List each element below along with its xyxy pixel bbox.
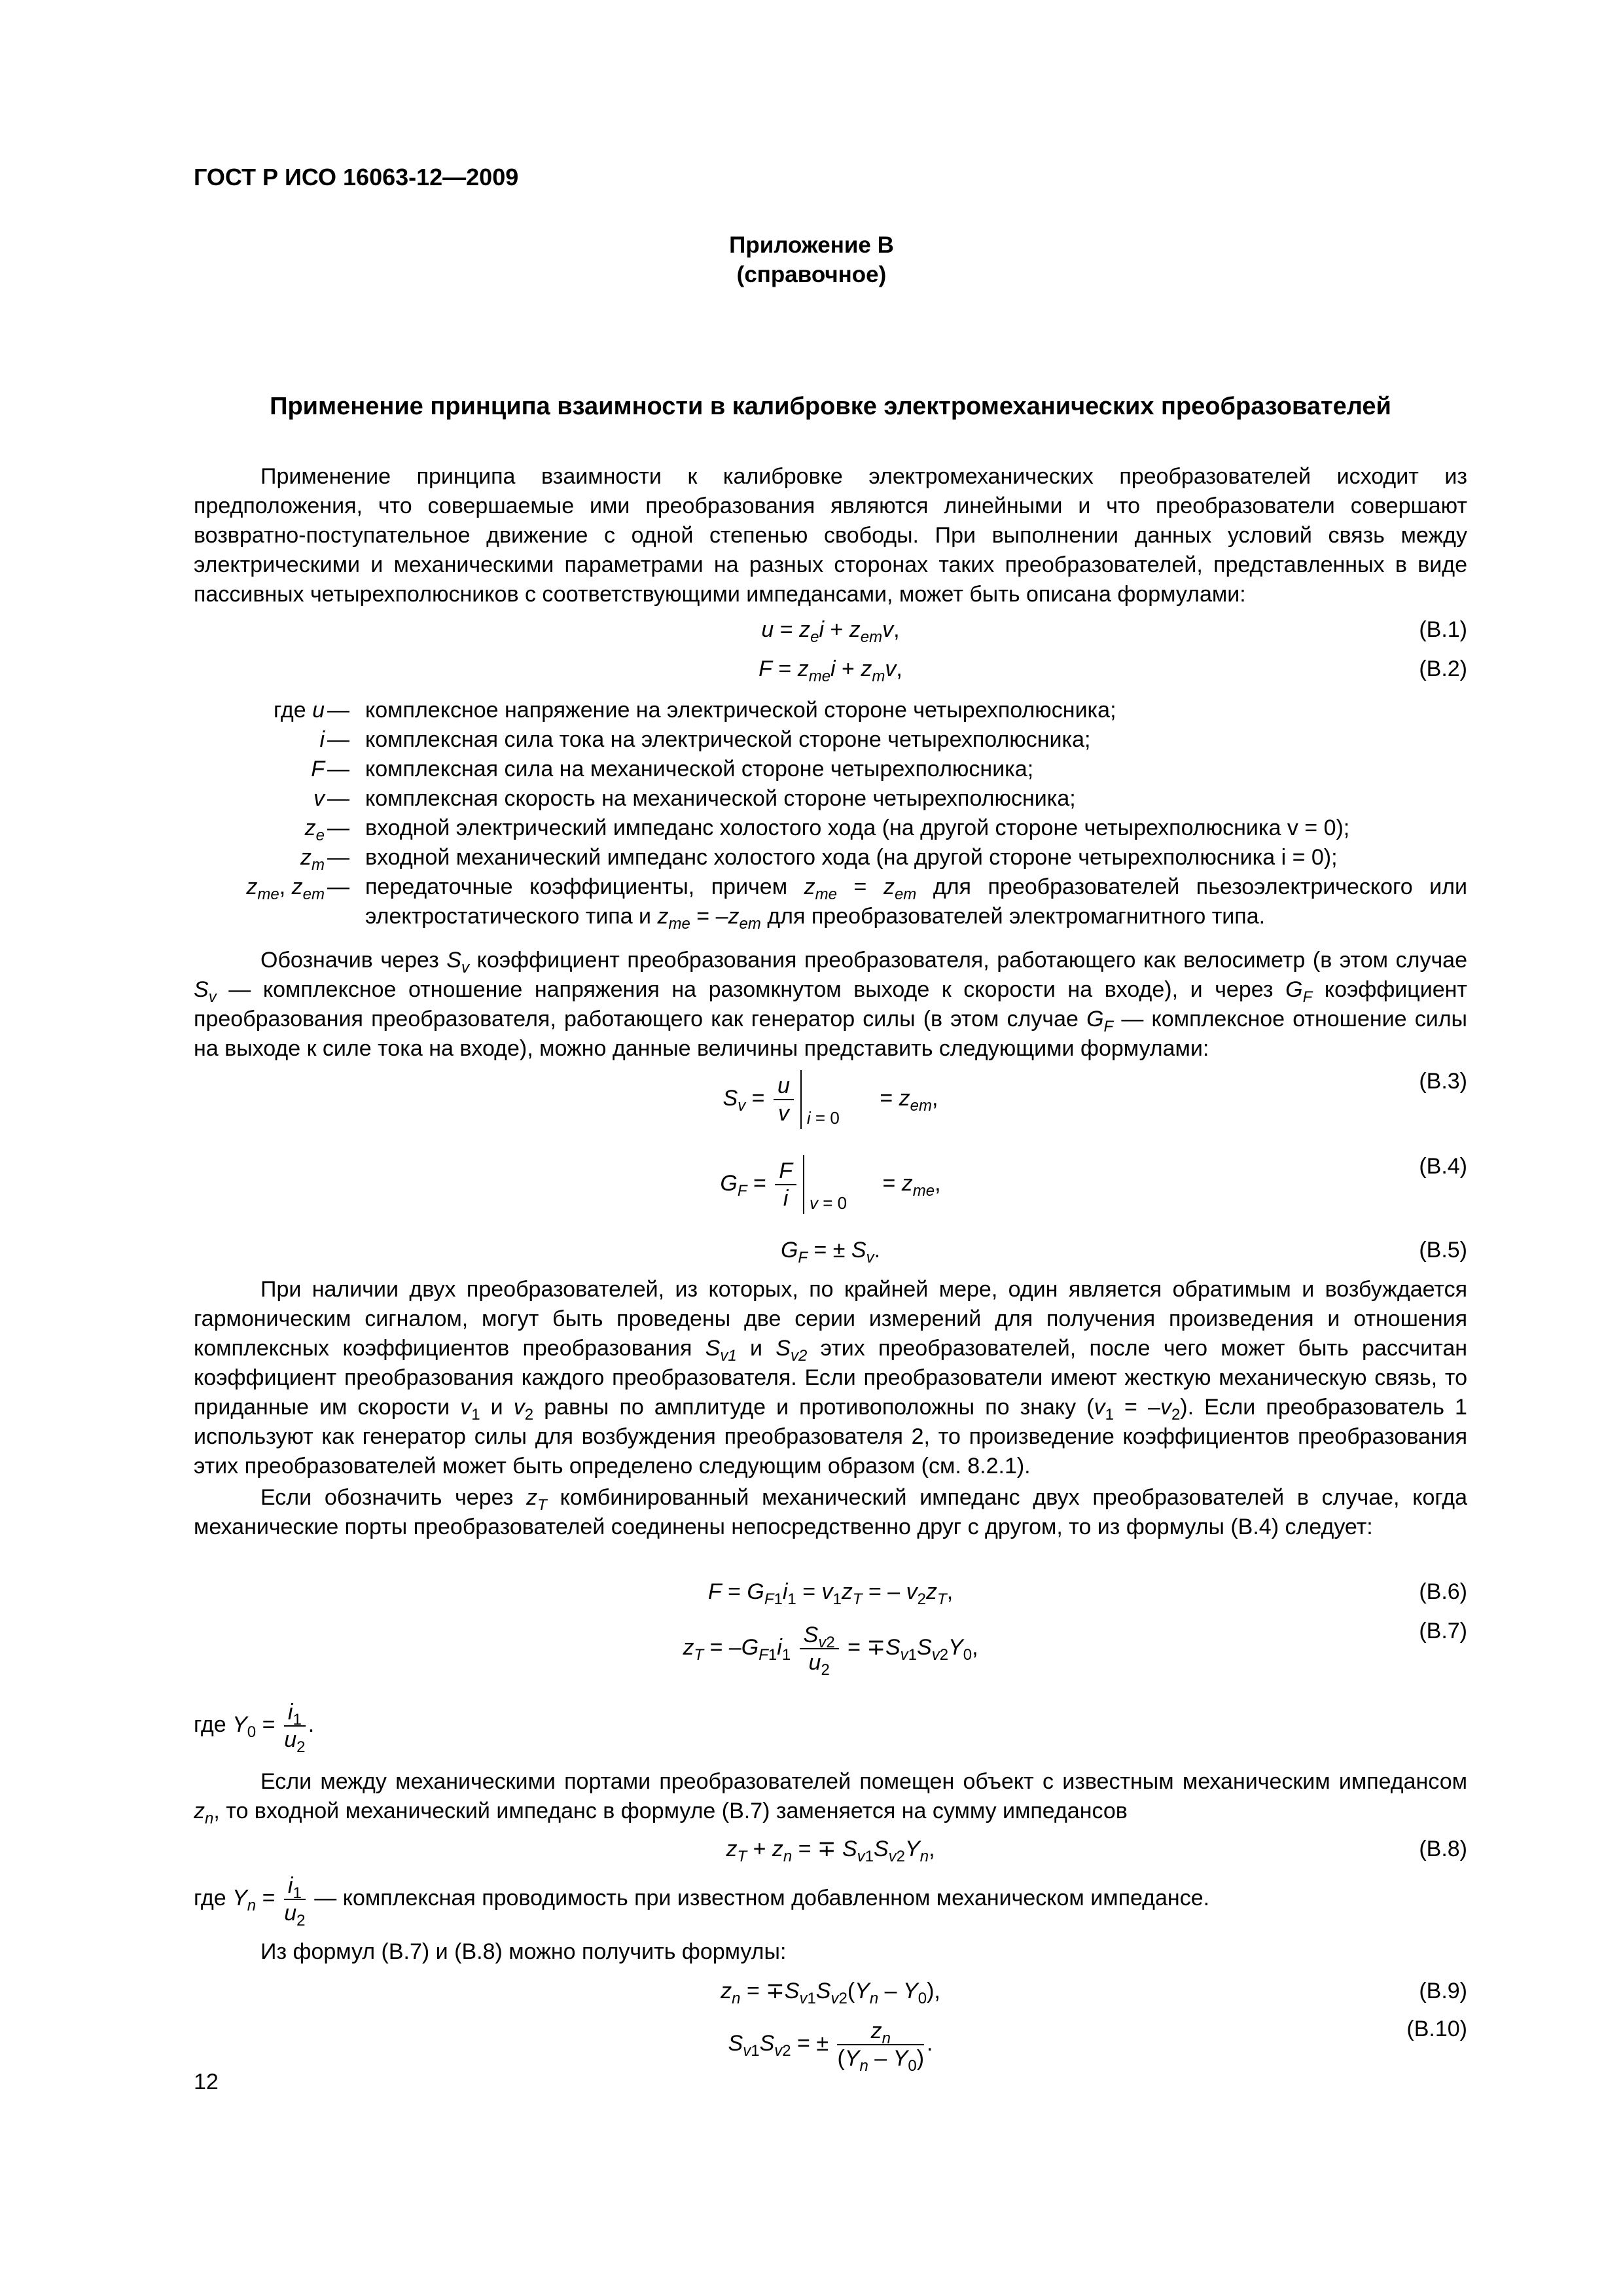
formula-b3: $S_v$ = $\frac{u}{v}$ i = 0 = $z_{em}$, (В.3) [194, 1067, 1467, 1139]
paragraph-zt: Если обозначить через $z_T$ комбинированный механический импеданс двух преобразователей в случае, когда механические порты преобразователей соединены непосредственно друг с другом, то из формулы (В.4) следует: [194, 1485, 1468, 1539]
formula-number: (В.2) [1419, 656, 1467, 681]
formula-b1: $u = z_ei + z_{em}v$, (В.1) [194, 615, 1467, 655]
page-number: 12 [194, 2070, 219, 2094]
annex-status: (справочное) [736, 262, 887, 287]
formula-number: (В.4) [1419, 1154, 1467, 1179]
intro-paragraph: Применение принципа взаимности к калибровке электромеханических преобразователей исходит из предположения, что совершаемые ими преобразования являются линейными и что преобразователи совершают возвратно-поступательное движение с одной степенью свободы. При выполнении данных условий связь между электрическими и механическими параметрами на разных сторонах таких преобразователей, представленных в виде пассивных четырехполюсников с соответствующими импедансами, может быть описана формулами: [194, 464, 1467, 607]
formula-b5: $G_F$ = ± $S_v$. (В.5) [194, 1236, 1467, 1275]
formula-number: (В.10) [1406, 2017, 1467, 2041]
formula-number: (В.9) [1419, 1979, 1467, 2003]
formula-b2: $F = z_{me}i + z_mv$, (В.2) [194, 655, 1467, 694]
definition-zme: $z_{me}$, $z_{em}$ — передаточные коэффициенты, причем $z_{me} = z_{em}$ для преобразователей пьезоэлектрического или электростатического типа и $z_{me} = -z_{em}$ для преобразователей электромагнитного типа. [246, 874, 1467, 933]
formula-b9: $z_n = \mp S_{v1}S_{v2}(Y_n - Y_0)$, (В.9) [194, 1977, 1467, 2016]
formula-b8: $z_T + z_n$ = ∓ $S_{v1}S_{v2}Y_n$, (В.8) [194, 1835, 1467, 1874]
formula-b6: $F = G_{F1}i_1 = v_1z_T$ = – $v_2z_T$, (В.6) [194, 1577, 1467, 1617]
formula-number: (В.5) [1419, 1238, 1467, 1263]
standard-header: ГОСТ Р ИСО 16063-12—2009 [194, 164, 519, 190]
where-word: где [274, 698, 306, 723]
formula-number: (В.7) [1419, 1619, 1467, 1643]
formula-number: (В.6) [1419, 1579, 1467, 1604]
formula-number: (В.8) [1419, 1837, 1467, 1861]
paragraph-two-transducers: При наличии двух преобразователей, из которых, по крайней мере, один является обратимым и возбуждается гармоническим сигналом, могут быть проведены две серии измерений для получения произведения и отношения комплексных коэффициентов преобразования $S_{v1}$ и $S_{v2}$ этих преобразователей, после чего может быть рассчитан коэффициент преобразования каждого преобразователя. Если преобразователи имеют жесткую механическую связь, то приданные им скорости $v_1$ и $v_2$ равны по амплитуде и противоположны по знаку $(v_1 = -v_2)$. Если преобразователь 1 используют как генератор силы для возбуждения преобразователя 2, то произведение коэффициентов преобразования этих преобразователей может быть определено следующим образом (см. 8.2.1). [194, 1277, 1468, 1479]
annex-label: Приложение В [729, 232, 894, 258]
document-page: ГОСТ Р ИСО 16063-12—2009 Приложение В (справочное) Применение принципа взаимности в калибровке электромеханических преобразователей Применение принципа взаимности к калибровке электромеханических преобразователей исходит из предположения, что совершаемые ими преобразования являются линейными и что преобразователи совершают возвратно-поступательное движение с одной степенью свободы. При выполнении данных условий связь между электрическими и механическими параметрами на разных сторонах таких преобразователей, представленных в виде пассивных четырехполюсников с соответствующими импедансами, может быть описана формулами: $u = z_ei + z_{em}v$, (В.1) $F = z_{me}i + z_mv$, (В.2) где u — комплексное напряжение на электрической стороне четырехполюсника; i — комплексная сила тока на электрической стороне четырехполюсника; F — комплексная сила на механической стороне четырехполюсника; v — комплексная скорость на механической стороне четырехполюсника; $z_e$ — входной электрический импеданс холостого хода (на другой стороне четырехполюсника v = 0); $z_m$ — входной механический импеданс холостого хода (на другой стороне четырехполюсника i = 0); $z_{me}$, $z_{em}$ — передаточные коэффициенты, причем $z_{me} = z_{em}$ для преобразователей пьезоэлектрического или электростатического типа и $z_{me} = -z_{em}$ для преобразователей электромагнитного типа. Обозначив через $S_v$ коэффициент преобразования преобразователя, работающего как велосиметр (в этом случае $S_v$ — комплексное отношение напряжения на разомкнутом выходе к скорости на входе), и через $G_F$ коэффициент преобразования преобразователя, работающего как генератор силы (в этом случае $G_F$ — комплексное отношение силы на выходе к силе тока на входе), можно данные величины представить следующими формулами: $S_v$ = $\frac{u}{v}$ i = 0 = $z_{em}$, (В.3) $G_F$ = $\frac{F}{i}$ v = 0 = $z_{me}$, (В.4) $G_F$ = ± $S_v$. (В.5) При наличии двух преобразователей, из которых, по крайней мере, один является обратимым и возбуждается гармоническим сигналом, могут быть проведены две серии измерений для получения произведения и отношения комплексных коэффициентов преобразования $S_{v1}$ и $S_{v2}$ этих преобразователей, после чего может быть рассчитан коэффициент преобразования каждого преобразователя. Если преобразователи имеют жесткую механическую связь, то приданные им скорости $v_1$ и $v_2$ равны по амплитуде и противоположны по знаку $(v_1 = -v_2)$. Если преобразователь 1 используют как генератор силы для возбуждения преобразователя 2, то произведение коэффициентов преобразования этих преобразователей может быть определено следующим образом (см. 8.2.1). Если обозначить через $z_T$ комбинированный механический импеданс двух преобразователей в случае, когда механические порты преобразователей соединены непосредственно друг с другом, то из формулы (В.4) следует: $F = G_{F1}i_1 = v_1z_T$ = – $v_2z_T$, (В.6) $z_T = -G_{F1}i_1$ $\frac{S_{v2}}{u_2}$ = $\mp S_{v1}S_{v2}Y_0$, (В.7) где $Y_0$ = $\frac{i_1}{u_2}$ . Если между механическими портами преобразователей помещен объект с известным механическим импедансом $z_n$, то входной механический импеданс в формуле (В.7) заменяется на сумму импедансов $z_T + z_n$ = ∓ $S_{v1}S_{v2}Y_n$, (В.8) где $Y_n$ = $\frac{i_1}{u_2}$ — комплексная проводимость при известном добавленном механическом импедансе. Из формул (В.7) и (В.8) можно получить формулы: $z_n = \mp S_{v1}S_{v2}(Y_n - Y_0)$, (В.9) $S_{v1}S_{v2}$ = ± $\frac{z_n}{(Y_n - Y_0)}$ . (В.10) 12 [0, 0, 1623, 2296]
paragraph-zn: Если между механическими портами преобразователей помещен объект с известным механическим импедансом $z_n$, то входной механический импеданс в формуле (В.7) заменяется на сумму импедансов [194, 1769, 1467, 1827]
section-title: Применение принципа взаимности в калибровке электромеханических преобразователей [270, 393, 1391, 420]
formula-b10: $S_{v1}S_{v2}$ = ± $\frac{z_n}{(Y_n - Y_0)}$ . (В.10) [194, 2015, 1467, 2080]
formula-number: (В.3) [1419, 1069, 1467, 1094]
where-yn: где $Y_n$ = $\frac{i_1}{u_2}$ — комплексная проводимость при известном добавленном механическом импедансе. [194, 1873, 1210, 1930]
formula-b4: $G_F$ = $\frac{F}{i}$ v = 0 = $z_{me}$, (В.4) [194, 1152, 1467, 1224]
formula-b7: $z_T = -G_{F1}i_1$ $\frac{S_{v2}}{u_2}$ = $\mp S_{v1}S_{v2}Y_0$, (В.7) [194, 1617, 1467, 1682]
where-y0: где $Y_0$ = $\frac{i_1}{u_2}$ . [194, 1700, 315, 1757]
formula-number: (В.1) [1419, 617, 1467, 642]
paragraph-sv: Обозначив через $S_v$ коэффициент преобразования преобразователя, работающего как велосиметр (в этом случае $S_v$ — комплексное отношение напряжения на разомкнутом выходе к скорости на входе), и через $G_F$ коэффициент преобразования преобразователя, работающего как генератор силы (в этом случае $G_F$ — комплексное отношение силы на выходе к силе тока на входе), можно данные величины представить следующими формулами: [194, 948, 1468, 1061]
paragraph-from-formulas: Из формул (В.7) и (В.8) можно получить формулы: [260, 1939, 787, 1964]
